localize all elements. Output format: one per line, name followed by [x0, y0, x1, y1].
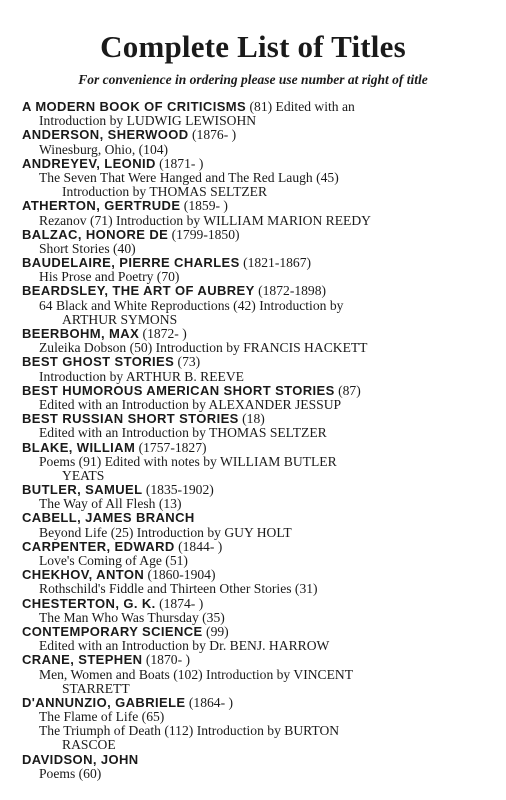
author-entry	[22, 625, 502, 639]
author-entry	[22, 568, 502, 582]
work-entry: Edited with an Introduction by THOMAS SELTZER	[39, 425, 327, 441]
work-entry: The Triumph of Death (112) Introduction by BURTON	[39, 723, 340, 739]
author-dates: (1864- )	[185, 694, 234, 710]
author-entry	[22, 696, 502, 710]
work-entry-continuation: ARTHUR SYMONS	[62, 311, 178, 327]
author-dates: (1876- )	[188, 127, 237, 143]
author-entry	[22, 256, 502, 270]
title-number: (81) Edited with an	[246, 99, 355, 114]
author-name: CRANE, STEPHEN	[22, 652, 143, 668]
work-entry: Men, Women and Boats (102) Introduction by VINCENT	[39, 666, 354, 682]
author-name: BEST GHOST STORIES	[22, 354, 175, 370]
author-dates: (1860-1904)	[144, 567, 216, 583]
work-entry: Edited with an Introduction by ALEXANDER JESSUP	[39, 396, 342, 412]
author-entry	[22, 384, 502, 398]
author-entry	[22, 483, 502, 497]
title-number: (99)	[202, 623, 229, 639]
author-entry	[22, 540, 502, 554]
title-number: (87)	[334, 382, 361, 398]
work-entry: Rezanov (71) Introduction by WILLIAM MARION REEDY	[39, 212, 371, 228]
author-entry	[22, 441, 502, 455]
work-entry-continuation: RASCOE	[62, 737, 116, 753]
author-entry	[22, 157, 502, 171]
author-dates: (1874- )	[155, 595, 204, 611]
page-title: Complete List of Titles	[100, 29, 406, 64]
titles-list	[22, 100, 502, 781]
author-entry	[22, 511, 502, 525]
work-entry: 64 Black and White Reproductions (42) Introduction by	[39, 297, 344, 313]
work-entry: Short Stories (40)	[39, 240, 136, 256]
author-entry	[22, 597, 502, 611]
author-dates: (1821-1867)	[239, 255, 312, 271]
work-entry: Winesburg, Ohio, (104)	[39, 141, 169, 157]
author-dates: (1872-1898)	[254, 283, 327, 299]
author-entry	[22, 327, 502, 341]
author-entry	[22, 753, 502, 767]
work-entry: Love's Coming of Age (51)	[39, 553, 188, 568]
title-number: (73)	[174, 354, 201, 370]
work-entry-continuation: YEATS	[62, 467, 105, 483]
author-name: ANDREYEV, LEONID	[22, 155, 156, 171]
work-entry: The Way of All Flesh (13)	[39, 496, 182, 512]
work-entry: The Flame of Life (65)	[39, 709, 165, 725]
author-entry	[22, 199, 502, 213]
work-entry: Rothschild's Fiddle and Thirteen Other Stories (31)	[39, 581, 318, 597]
author-name: CABELL, JAMES BRANCH	[22, 510, 195, 526]
author-entry	[22, 355, 502, 369]
work-entry: The Man Who Was Thursday (35)	[39, 609, 225, 625]
author-dates: (1757-1827)	[135, 439, 207, 455]
author-name: CARPENTER, EDWARD	[22, 538, 175, 554]
author-dates: (1872- )	[139, 326, 187, 341]
author-name: CHESTERTON, G. K.	[22, 595, 156, 611]
author-entry	[22, 412, 502, 426]
author-dates: (1799-1850)	[168, 226, 240, 242]
ordering-note: For convenience in ordering please use number at right of title	[78, 72, 428, 87]
author-name: BUTLER, SAMUEL	[22, 482, 143, 498]
author-name: BLAKE, WILLIAM	[22, 439, 136, 455]
author-name: CONTEMPORARY SCIENCE	[22, 623, 203, 639]
author-name: A MODERN BOOK OF CRITICISMS	[22, 99, 247, 114]
work-entry: Edited with an Introduction by Dr. BENJ. HARROW	[39, 638, 330, 654]
work-entry: Beyond Life (25) Introduction by GUY HOLT	[39, 524, 292, 540]
author-name: DAVIDSON, JOHN	[22, 751, 139, 767]
work-entry: Introduction by LUDWIG LEWISOHN	[39, 113, 257, 129]
author-name: CHEKHOV, ANTON	[22, 567, 145, 583]
author-dates: (1859- )	[180, 198, 228, 214]
work-entry: Poems (60)	[39, 765, 102, 781]
author-name: BEERBOHM, MAX	[22, 326, 140, 341]
work-entry: The Seven That Were Hanged and The Red Laugh (45)	[39, 169, 339, 185]
author-entry	[22, 284, 502, 298]
author-dates: (1870- )	[142, 652, 191, 668]
author-dates: (1871- )	[155, 155, 204, 171]
author-name: BEARDSLEY, THE ART OF AUBREY	[22, 283, 255, 299]
author-name: ANDERSON, SHERWOOD	[22, 127, 189, 143]
work-entry: Poems (91) Edited with notes by WILLIAM BUTLER	[39, 453, 337, 469]
author-dates: (1835-1902)	[142, 482, 214, 498]
author-name: BEST RUSSIAN SHORT STORIES	[22, 411, 239, 427]
author-entry	[22, 128, 502, 142]
author-name: D'ANNUNZIO, GABRIELE	[22, 694, 186, 710]
work-entry-continuation: STARRETT	[62, 680, 130, 696]
work-entry-continuation: Introduction by THOMAS SELTZER	[62, 184, 268, 200]
work-entry: Introduction by ARTHUR B. REEVE	[39, 368, 244, 384]
author-entry	[22, 653, 502, 667]
author-name: BAUDELAIRE, PIERRE CHARLES	[22, 255, 240, 271]
author-name: BALZAC, HONORE DE	[22, 226, 169, 242]
author-entry	[22, 100, 502, 114]
work-entry: Zuleika Dobson (50) Introduction by FRANCIS HACKETT	[39, 340, 368, 356]
author-dates: (1844- )	[174, 538, 223, 554]
title-number: (18)	[238, 411, 265, 427]
author-name: BEST HUMOROUS AMERICAN SHORT STORIES	[22, 382, 335, 398]
author-name: ATHERTON, GERTRUDE	[22, 198, 181, 214]
work-entry: His Prose and Poetry (70)	[39, 269, 180, 285]
author-entry	[22, 228, 502, 242]
